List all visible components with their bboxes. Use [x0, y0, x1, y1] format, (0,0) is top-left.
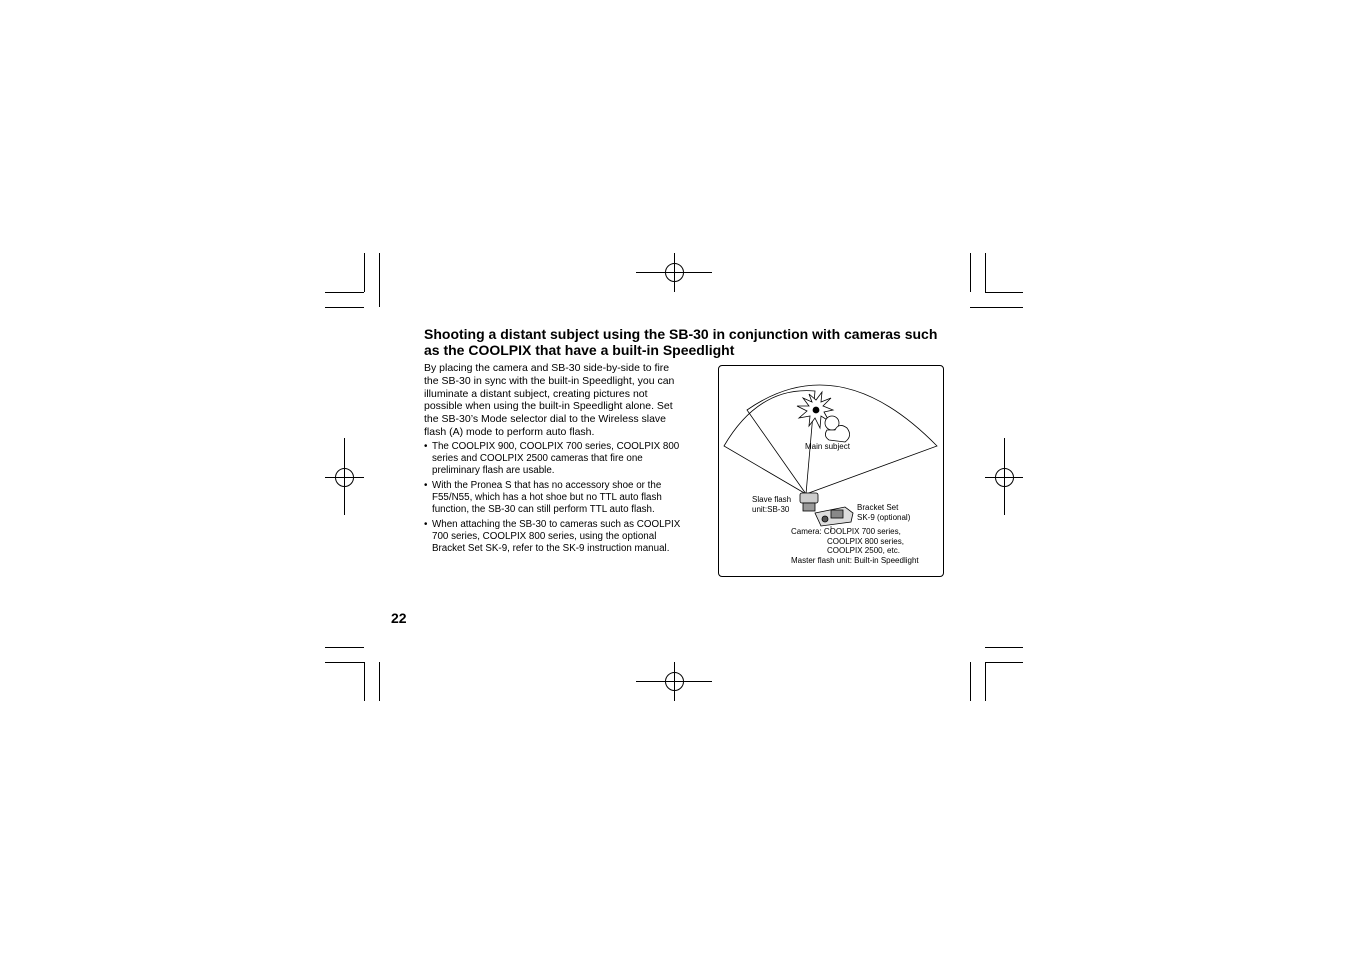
- slave-flash-icon: [800, 493, 818, 511]
- bullet-line: The COOLPIX 900, COOLPIX 700 series, COOLPIX 800: [432, 441, 680, 452]
- bullet-item: [424, 480, 704, 516]
- section-heading: [424, 326, 954, 358]
- camera-label-line: Camera: COOLPIX 700 series,: [791, 527, 901, 536]
- slave-flash-label: [752, 495, 791, 514]
- intro-line: the SB-30 in sync with the built-in Speedlight, you can: [424, 374, 675, 387]
- bullet-line: Bracket Set SK-9, refer to the SK-9 instruction manual.: [432, 543, 670, 554]
- bullet-line: series and COOLPIX 2500 cameras that fire one: [432, 453, 643, 464]
- intro-line: flash (A) mode to perform auto flash.: [424, 425, 595, 438]
- camera-icon: [815, 507, 853, 526]
- bullet-item: [424, 519, 704, 555]
- master-flash-label: Master flash unit: Built-in Speedlight: [791, 556, 919, 565]
- bullet-item: [424, 441, 704, 477]
- intro-line: the SB-30’s Mode selector dial to the Wireless slave: [424, 413, 667, 426]
- slave-flash-label-line: unit:SB-30: [752, 504, 790, 514]
- page-number: 22: [391, 610, 407, 626]
- camera-label-line: COOLPIX 800 series,: [827, 536, 904, 546]
- intro-line: By placing the camera and SB-30 side-by-side to fire: [424, 362, 670, 374]
- bracket-set-label-line: SK-9 (optional): [857, 512, 911, 522]
- bullet-line: F55/N55, which has a hot shoe but no TTL auto flash: [432, 492, 662, 503]
- main-subject-label: Main subject: [805, 442, 850, 451]
- bullet-line: With the Pronea S that has no accessory shoe or the: [432, 480, 662, 491]
- bracket-set-label-line: Bracket Set: [857, 503, 899, 512]
- illustration-box: [718, 365, 944, 577]
- intro-paragraph: [424, 362, 704, 439]
- camera-label-line: COOLPIX 2500, etc.: [827, 546, 900, 555]
- intro-line: possible when using the built-in Speedlight alone. Set: [424, 400, 673, 413]
- main-subject-icon: [797, 392, 850, 442]
- camera-label: [791, 527, 904, 556]
- slave-flash-label-line: Slave flash: [752, 495, 792, 504]
- heading-line-2: as the COOLPIX that have a built-in Speedlight: [424, 342, 735, 358]
- bracket-set-label: [857, 503, 910, 522]
- bullet-line: 700 series, COOLPIX 800 series, using the optional: [432, 531, 657, 542]
- bullet-line: preliminary flash are usable.: [432, 465, 555, 476]
- bullet-list: [424, 441, 704, 558]
- bullet-line: When attaching the SB-30 to cameras such as COOLPIX: [432, 519, 681, 530]
- heading-line-1: Shooting a distant subject using the SB-30 in conjunction with cameras such: [424, 326, 938, 342]
- intro-line: illuminate a distant subject, creating pictures not: [424, 387, 648, 400]
- bullet-line: function, the SB-30 can still perform TTL auto flash.: [432, 504, 655, 515]
